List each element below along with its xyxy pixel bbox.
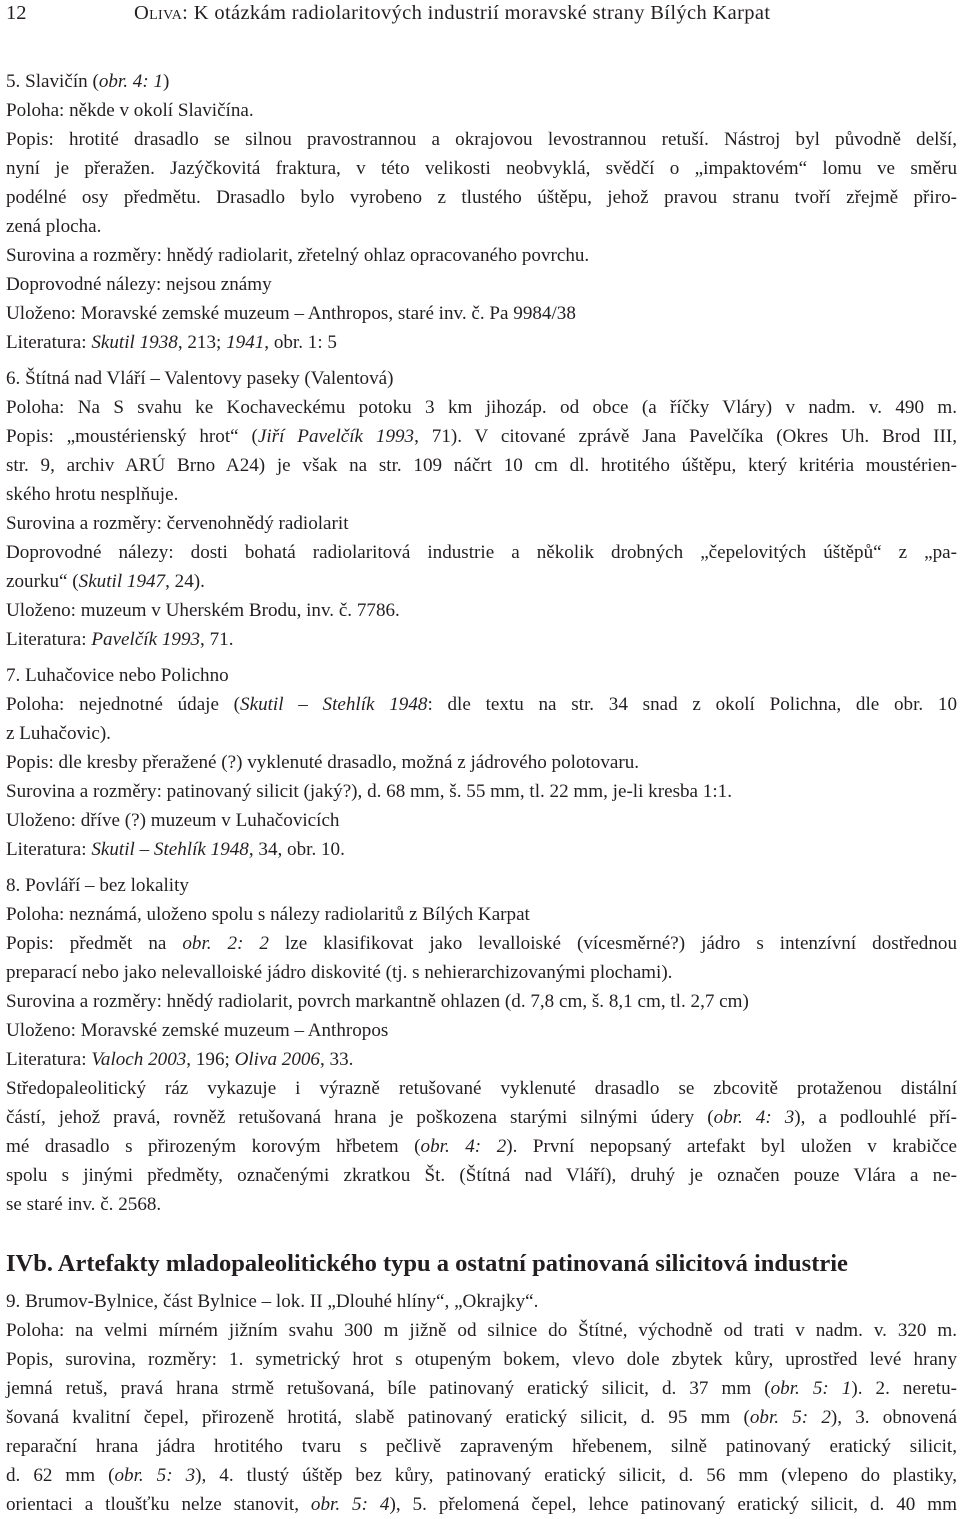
text-span: , 24). <box>165 571 205 592</box>
text-span: Popis, surovina, rozměry: 1. symetrický hrot s otupeným bokem, vlevo dole zbytek kůry, uprostřed levé hrany <box>6 1349 957 1370</box>
entry-line <box>6 328 957 357</box>
text-span: Literatura: <box>6 1049 92 1070</box>
citation-text: Valoch 2003 <box>91 1049 187 1070</box>
catalogue-entries <box>6 67 957 1219</box>
entry-line <box>6 835 957 864</box>
article-title: K otázkám radiolaritových industrií moravské strany Bílých Karpat <box>193 2 771 24</box>
citation-text: obr. 5: 1 <box>770 1378 852 1399</box>
citation-text: Skutil 1938 <box>91 332 178 353</box>
citation-text: Pavelčík 1993 <box>91 629 201 650</box>
entry-line <box>6 96 957 125</box>
text-span: ), 4. tlustý úštěp bez kůry, patinovaný eratický silicit, d. 56 mm (vlepeno do plastiky, <box>195 1465 957 1486</box>
entry9-line <box>6 1403 957 1432</box>
citation-text: obr. 4: 3 <box>713 1107 795 1128</box>
entry-line <box>6 451 957 480</box>
entry-line <box>6 661 957 690</box>
text-span: šovaná kvalitní čepel, přirozeně hrotitá, slabě patinovaný eratický silicit, d. 95 mm ( <box>6 1407 750 1428</box>
text-span: Literatura: <box>6 332 92 353</box>
text-span: jemná retuš, pravá hrana strmě retušovaná, bíle patinovaný eratický silicit, d. 37 mm ( <box>6 1378 771 1399</box>
entry-line <box>6 777 957 806</box>
entry-line <box>6 1074 957 1103</box>
citation-text: Oliva 2006 <box>234 1049 320 1070</box>
entry-line <box>6 1190 957 1219</box>
text-span: mé drasadlo s přirozeným korovým hřbetem ( <box>6 1136 421 1157</box>
catalogue-entry-9 <box>6 1287 957 1519</box>
entry-line <box>6 67 957 96</box>
text-span: , 71. <box>200 629 234 650</box>
text-span: Literatura: <box>6 839 92 860</box>
entry-line <box>6 806 957 835</box>
text-span: Uloženo: Moravské zemské muzeum – Anthropos, staré inv. č. Pa 9984/38 <box>6 303 576 324</box>
entry9-line <box>6 1432 957 1461</box>
text-span: Uloženo: dříve (?) muzeum v Luhačovicích <box>6 810 340 831</box>
text-span: zená plocha. <box>6 216 102 237</box>
entry-line <box>6 625 957 654</box>
entry-line <box>6 1016 957 1045</box>
citation-text: obr. 4: 2 <box>420 1136 507 1157</box>
text-span: nyní je přeražen. Jazýčkovitá fraktura, v této velikosti neobvyklá, svědčí o „impaktovém“ lomu ve směru <box>6 158 957 179</box>
entry9-line <box>6 1461 957 1490</box>
page-number: 12 <box>6 2 27 24</box>
entry-line <box>6 719 957 748</box>
entry-line <box>6 480 957 509</box>
text-span: 9. Brumov-Bylnice, část Bylnice – lok. II „Dlouhé hlíny“, „Okrajky“. <box>6 1291 539 1312</box>
text-span: Popis: „moustérienský hrot“ ( <box>6 426 258 447</box>
text-span: , 71). V citované zprávě Jana Pavelčíka (Okres Uh. Brod III, <box>414 426 957 447</box>
text-span: Poloha: někde v okolí Slavičína. <box>6 100 254 121</box>
text-span: Poloha: nejednotné údaje ( <box>6 694 241 715</box>
entry9-line <box>6 1374 957 1403</box>
entry-line <box>6 154 957 183</box>
text-span: 5. Slavičín ( <box>6 71 99 92</box>
text-span: orientaci a tloušťku nelze stanovit, <box>6 1494 311 1515</box>
citation-text: Skutil – Stehlík 1948 <box>240 694 428 715</box>
text-span: 8. Povláří – bez lokality <box>6 875 189 896</box>
entry-spacer <box>6 357 957 364</box>
entry9-line <box>6 1316 957 1345</box>
citation-text: obr. 2: 2 <box>182 933 269 954</box>
text-span: , obr. 1: 5 <box>264 332 337 353</box>
text-span: 7. Luhačovice nebo Polichno <box>6 665 229 686</box>
citation-text: 1941 <box>226 332 265 353</box>
entry-spacer <box>6 654 957 661</box>
text-span: ), a podlouhlé pří- <box>794 1107 957 1128</box>
text-span: Poloha: neznámá, uloženo spolu s nálezy radiolaritů z Bílých Karpat <box>6 904 530 925</box>
text-span: , 34, obr. 10. <box>248 839 345 860</box>
text-span: podélné osy předmětu. Drasadlo bylo vyrobeno z tlustého úštěpu, jehož pravou stranu tvoří zřejmě přiro- <box>6 187 957 208</box>
citation-text: obr. 4: 1 <box>98 71 163 92</box>
entry-line <box>6 538 957 567</box>
text-span: Popis: dle kresby přeražené (?) vyklenuté drasadlo, možná z jádrového polotovaru. <box>6 752 640 773</box>
entry9-line <box>6 1345 957 1374</box>
entry-line <box>6 900 957 929</box>
entry-line <box>6 212 957 241</box>
text-span: , 33. <box>319 1049 354 1070</box>
citation-text: obr. 5: 4 <box>310 1494 390 1515</box>
text-span: Surovina a rozměry: patinovaný silicit (jaký?), d. 68 mm, š. 55 mm, tl. 22 mm, je-li kresba 1:1. <box>6 781 732 802</box>
entry-line <box>6 1103 957 1132</box>
entry-line <box>6 1045 957 1074</box>
text-span: ) <box>163 71 170 92</box>
text-span: částí, jehož pravá, rovněž retušovaná hrana je poškozena starými silnými údery ( <box>6 1107 714 1128</box>
text-span: Poloha: Na S svahu ke Kochaveckému potoku 3 km jihozáp. od obce (a říčky Vláry) v nadm. v. 490 m. <box>6 397 957 418</box>
entry-line <box>6 871 957 900</box>
entry-line <box>6 422 957 451</box>
entry-line <box>6 270 957 299</box>
catalogue-entry <box>6 67 957 357</box>
entry-line <box>6 748 957 777</box>
text-span: lze klasifikovat jako levalloiské (vícesměrné?) jádro s intenzívní dostřednou <box>268 933 957 954</box>
text-span: Surovina a rozměry: hnědý radiolarit, zřetelný ohlaz opracovaného povrchu. <box>6 245 590 266</box>
text-span: , 196; <box>186 1049 235 1070</box>
entry9-line <box>6 1490 957 1519</box>
text-span: reparační hrana jádra hrotitého tvaru s pečlivě zapraveným hřebenem, silně patinovaný eratický silicit, <box>6 1436 957 1457</box>
entry-spacer <box>6 864 957 871</box>
entry-line <box>6 690 957 719</box>
citation-text: Skutil 1947 <box>78 571 166 592</box>
text-span: spolu s jinými předměty, označenými zkratkou Št. (Štítná nad Vláří), druhý je označen pouze Vlára a ne- <box>6 1165 957 1186</box>
entry-line <box>6 567 957 596</box>
entry-line <box>6 958 957 987</box>
entry-line <box>6 364 957 393</box>
text-span: Literatura: <box>6 629 92 650</box>
entry9-line <box>6 1287 957 1316</box>
text-span: z Luhačovic). <box>6 723 111 744</box>
catalogue-entry <box>6 871 957 1219</box>
entry-line <box>6 509 957 538</box>
entry-line <box>6 987 957 1016</box>
entry-line <box>6 1161 957 1190</box>
citation-text: obr. 5: 3 <box>114 1465 196 1486</box>
entry-line <box>6 241 957 270</box>
text-span: ského hrotu nesplňuje. <box>6 484 179 505</box>
text-span: ), 3. obnovená <box>830 1407 958 1428</box>
text-span: ), 5. přelomená čepel, lehce patinovaný eratický silicit, d. 40 mm <box>389 1494 957 1515</box>
citation-text: Jiří Pavelčík 1993 <box>257 426 415 447</box>
citation-text: obr. 5: 2 <box>749 1407 831 1428</box>
text-span: str. 9, archiv ARÚ Brno A24) je však na str. 109 náčrt 10 cm dl. hrotitého úštěpu, který kritéria moustérien- <box>6 455 957 476</box>
entry-line <box>6 183 957 212</box>
entry-line <box>6 393 957 422</box>
entry-line <box>6 299 957 328</box>
entry-line <box>6 125 957 154</box>
catalogue-entry <box>6 364 957 654</box>
text-span: , 213; <box>177 332 227 353</box>
text-span: Popis: hrotité drasadlo se silnou pravostrannou a okrajovou levostrannou retuší. Nástroj byl původně delší, <box>6 129 957 150</box>
running-header <box>6 0 956 26</box>
entry-line <box>6 596 957 625</box>
text-span: Surovina a rozměry: červenohnědý radiolarit <box>6 513 349 534</box>
text-span: : dle textu na str. 34 snad z okolí Polichna, dle obr. 10 <box>427 694 957 715</box>
text-span: Středopaleolitický ráz vykazuje i výrazně retušované vyklenuté drasadlo se zbcovitě protaženou distální <box>6 1078 957 1099</box>
body-text <box>6 67 957 1519</box>
text-span: zourku“ ( <box>6 571 79 592</box>
section-heading: IVb. Artefakty mladopaleolitického typu a ostatní patinovaná silicitová industrie <box>6 1250 848 1277</box>
text-span: se staré inv. č. 2568. <box>6 1194 162 1215</box>
entry-line <box>6 1132 957 1161</box>
text-span: Surovina a rozměry: hnědý radiolarit, povrch markantně ohlazen (d. 7,8 cm, š. 8,1 cm, tl. 2,7 cm) <box>6 991 749 1012</box>
entry-line <box>6 929 957 958</box>
text-span: Popis: předmět na <box>6 933 183 954</box>
citation-text: Skutil – Stehlík 1948 <box>91 839 249 860</box>
running-title <box>134 0 770 26</box>
text-span: d. 62 mm ( <box>6 1465 115 1486</box>
catalogue-entry <box>6 661 957 864</box>
text-span: Doprovodné nálezy: nejsou známy <box>6 274 272 295</box>
text-span: 6. Štítná nad Vláří – Valentovy paseky (Valentová) <box>6 368 394 389</box>
text-span: Doprovodné nálezy: dosti bohatá radiolaritová industrie a několik drobných „čepelovitých úštěpů“ z „pa- <box>6 542 957 563</box>
text-span: preparací nebo jako nelevalloiské jádro diskovité (tj. s nehierarchizovanými plochami). <box>6 962 673 983</box>
text-span: ). První nepopsaný artefakt byl uložen v krabičce <box>506 1136 957 1157</box>
text-span: ). 2. neretu- <box>851 1378 957 1399</box>
text-span: Poloha: na velmi mírném jižním svahu 300 m jižně od silnice do Štítné, východně od trati v nadm. v. 320 m. <box>6 1320 957 1341</box>
text-span: Uloženo: Moravské zemské muzeum – Anthropos <box>6 1020 389 1041</box>
text-span: Uloženo: muzeum v Uherském Brodu, inv. č. 7786. <box>6 600 400 621</box>
author-name: Oliva: <box>134 2 189 24</box>
